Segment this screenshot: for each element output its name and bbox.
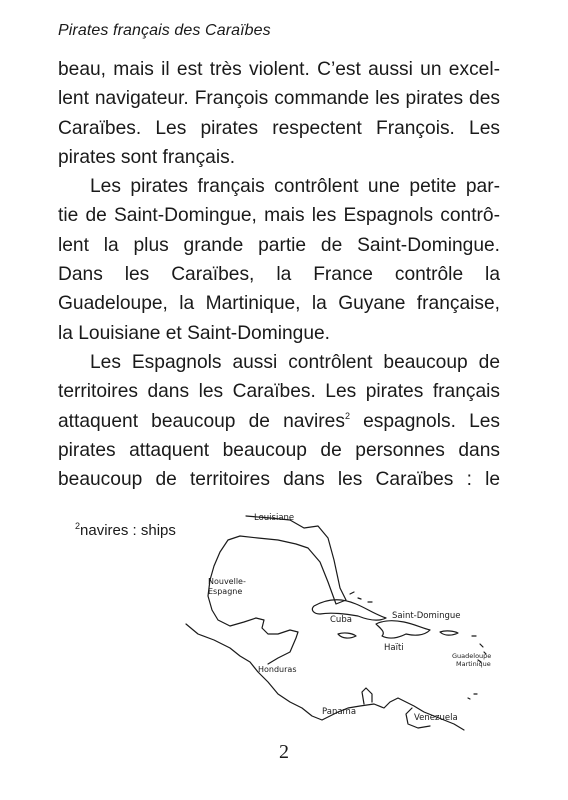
map-label-honduras: Honduras: [258, 665, 297, 674]
hispaniola-island: [376, 621, 430, 638]
text-line: lent navigateur. François commande les pirates des: [58, 88, 500, 110]
footnote-reference: 2: [344, 410, 350, 421]
body-text: [58, 55, 500, 494]
puerto-rico-island: [440, 631, 458, 635]
footnote-text: navires : ships: [80, 522, 176, 539]
text-fragment: espagnols. Les: [349, 410, 500, 432]
mainland-coastline: [186, 516, 464, 730]
map-label-nouvelle-espagne: Espagne: [208, 587, 243, 596]
text-fragment: attaquent beaucoup de navires: [58, 410, 345, 432]
text-line: Dans les Caraïbes, la France contrôle la: [58, 264, 500, 286]
map-label-haiti: Haïti: [384, 643, 404, 653]
text-line: Les Espagnols aussi contrôlent beaucoup de: [90, 351, 500, 373]
text-line: beau, mais il est très violent. C’est aussi un excel-: [58, 59, 500, 80]
map-label-venezuela: Venezuela: [414, 713, 458, 723]
map-label-saint-domingue: Saint-Domingue: [392, 611, 461, 621]
text-line: Caraïbes. Les pirates respectent François. Les: [58, 117, 500, 139]
text-line: la Louisiane et Saint-Domingue.: [58, 322, 330, 344]
text-line: Les pirates français contrôlent une petite par-: [90, 176, 500, 198]
running-header: Pirates français des Caraïbes: [58, 22, 271, 39]
text-line: lent la plus grande partie de Saint-Domingue.: [58, 234, 500, 256]
map-label-nouvelle-espagne: Nouvelle-: [208, 577, 246, 586]
map-label-louisiane: Louisiane: [254, 513, 295, 523]
footnote: [75, 521, 176, 539]
map-label-martinique: Martinique: [456, 660, 491, 668]
text-line: [58, 407, 500, 436]
text-line: pirates attaquent beaucoup de personnes dans: [58, 439, 500, 461]
caribbean-map: [178, 502, 518, 742]
page-number: 2: [279, 741, 289, 763]
map-label-panama: Panama: [322, 707, 357, 717]
map-label-guadeloupe: Guadeloupe: [452, 652, 492, 660]
text-line: territoires dans les Caraïbes. Les pirates français: [58, 381, 500, 403]
jamaica-island: [338, 633, 356, 638]
text-line: pirates sont français.: [58, 146, 236, 168]
bahamas-islands: [350, 592, 372, 602]
footnote-marker: 2: [75, 521, 81, 531]
text-line: Guadeloupe, la Martinique, la Guyane française,: [58, 293, 500, 315]
text-line: tie de Saint-Domingue, mais les Espagnols contrô-: [58, 205, 500, 227]
map-label-cuba: Cuba: [330, 615, 352, 625]
text-line: beaucoup de territoires dans les Caraïbes : le: [58, 469, 500, 491]
